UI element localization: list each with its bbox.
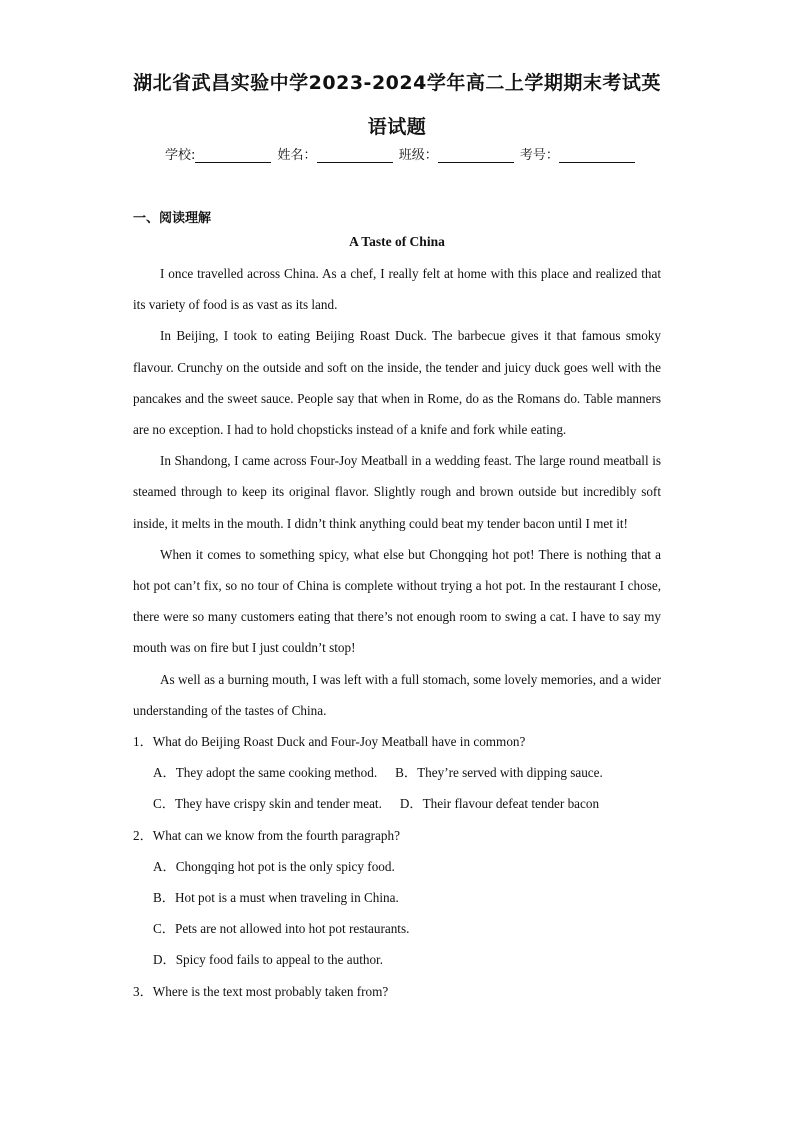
option-c[interactable]: C．They have crispy skin and tender meat. [153,796,382,812]
option-d[interactable]: D．Their flavour defeat tender bacon [399,796,600,812]
number-label: 考号： [519,148,559,163]
passage-paragraph: I once travelled across China. As a chef, I really felt at home with this place and realized that its variety of food is as vast as its land. [133,266,661,313]
question-3 [133,976,661,1007]
passage-paragraph: When it comes to something spicy, what else but Chongqing hot pot! There is nothing that a hot pot can’t fix, so no tour of China is complete without trying a hot pot. In the restaurant I chose, there were so many customers eating that there’s not enough room to swing a cat. I have to say my mouth was on fire but I just couldn’t stop! [133,546,661,656]
passage-title: A Taste of China [349,234,445,249]
school-blank[interactable] [195,150,271,163]
option-a[interactable]: A．They adopt the same cooking method. [153,765,378,781]
passage-paragraph: In Beijing, I took to eating Beijing Roast Duck. The barbecue gives it that famous smoky flavour. Crunchy on the outside and soft on the inside, the tender and juicy duck goes well with the pancakes and the sweet sauce. People say that when in Rome, do as the Romans do. Table manners are no exception. I had to hold chopsticks instead of a knife and fork while eating. [133,328,661,438]
option-a[interactable]: A．Chongqing hot pot is the only spicy food. [153,858,395,874]
class-blank[interactable] [438,150,514,163]
option-b[interactable]: B．Hot pot is a must when traveling in China. [153,890,399,906]
exam-title-line-2: 语试题 [367,116,427,138]
section-heading: 一、阅读理解 [133,211,212,226]
question-stem: 2．What can we know from the fourth paragraph? [133,827,400,843]
passage-paragraph: In Shandong, I came across Four-Joy Meatball in a wedding feast. The large round meatball is steamed through to keep its original flavor. Slightly rough and brown outside but incredibly soft inside, it melts in the mouth. I didn’t think anything could beat my tender bacon until I met it! [133,453,661,531]
options-row [133,757,661,788]
question-1 [133,726,661,820]
name-label: 姓名： [277,148,317,163]
student-info-line [165,144,637,163]
exam-title-line-1: 湖北省武昌实验中学2023-2024学年高二上学期期末考试英 [133,72,661,94]
option-d[interactable]: D．Spicy food fails to appeal to the author. [153,952,384,968]
name-blank[interactable] [317,150,393,163]
passage-paragraph: As well as a burning mouth, I was left with a full stomach, some lovely memories, and a wider understanding of the tastes of China. [133,671,661,718]
school-label: 学校: [165,148,196,163]
option-b[interactable]: B．They’re served with dipping sauce. [395,765,603,781]
class-label: 班级： [398,148,438,163]
option-c[interactable]: C．Pets are not allowed into hot pot restaurants. [153,921,410,937]
options-row [133,788,661,819]
passage-body [133,258,661,1007]
question-2 [133,820,661,976]
question-stem: 1．What do Beijing Roast Duck and Four-Joy Meatball have in common? [133,734,526,750]
question-stem: 3．Where is the text most probably taken from? [133,983,389,999]
number-blank[interactable] [559,150,635,163]
